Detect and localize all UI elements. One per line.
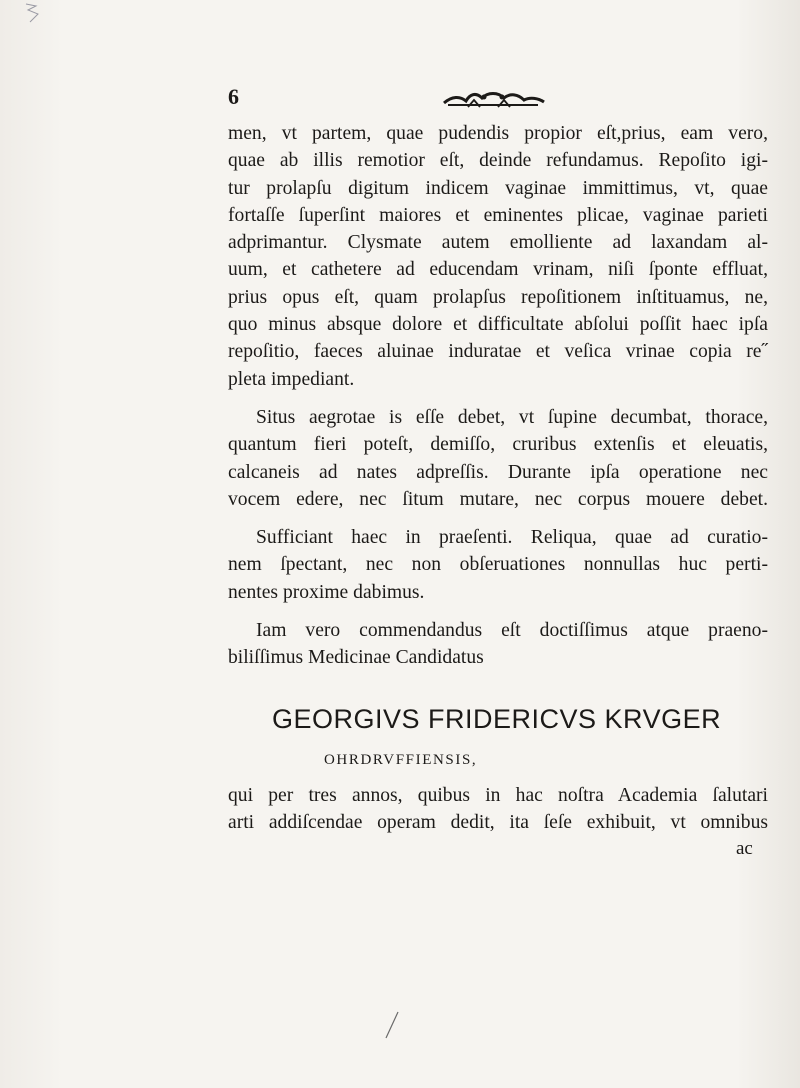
text-line: nentes proxime dabimus. [228,581,425,603]
paragraph-sufficiant [228,524,768,606]
text-line: Iam vero commendandus eſt doctiſſimus atque praeno- [256,620,768,642]
text-line: uum, et cathetere ad educendam vrinam, niſi ſponte effluat, [228,259,768,281]
text-line: quo minus absque dolore et difficultate abſolui poſſit haec ipſa [228,314,768,336]
printer-ornament-icon [438,88,548,110]
corner-scratch-mark [20,0,50,40]
text-line: vocem edere, nec ſitum mutare, nec corpus mouere debet. [228,488,768,510]
candidate-origin: OHRDRVFFIENSIS, [324,752,478,768]
pencil-stroke-mark [382,1010,402,1040]
text-line: fortaſſe ſuperſint maiores et eminentes plicae, vaginae parieti [228,204,768,226]
paragraph-procedure [228,120,768,393]
main-text [228,120,768,672]
page-number: 6 [228,84,239,109]
text-line: biliſſimus Medicinae Candidatus [228,647,484,669]
text-line: calcaneis ad nates adpreſſis. Durante ipſa operatione nec [228,461,768,483]
text-line: arti addiſcendae operam dedit, ita ſeſe exhibuit, vt omnibus [228,812,768,834]
text-line: Sufficiant haec in praeſenti. Reliqua, quae ad curatio- [256,527,768,549]
text-line: quae ab illis remotior eſt, deinde refundamus. Repoſito igi- [228,150,768,172]
text-line: pleta impediant. [228,368,355,390]
text-line: adprimantur. Clysmate autem emolliente ad laxandam al- [228,232,768,254]
paragraph-position [228,404,768,513]
text-line: men, vt partem, quae pudendis propior eſt,prius, eam vero, [228,123,768,144]
text-line: Situs aegrotae is eſſe debet, vt ſupine decumbat, thorace, [256,406,768,428]
closing-text [228,782,768,837]
paragraph-commendation [228,617,768,672]
text-line: tur prolapſu digitum indicem vaginae immittimus, vt, quae [228,177,768,199]
candidate-name: GEORGIVS FRIDERICVS KRVGER [272,704,722,734]
text-line: qui per tres annos, quibus in hac noſtra Academia ſalutari [228,785,768,806]
text-line: nem ſpectant, nec non obſeruationes nonnullas huc perti- [228,554,768,576]
catchword: ac [736,838,753,859]
text-line: prius opus eſt, quam prolapſus repoſitionem inſtituamus, ne, [228,286,768,308]
text-line: quantum fieri poteſt, demiſſo, cruribus extenſis et eleuatis, [228,434,768,456]
page-header [228,84,588,116]
text-line: repoſitio, faeces aluinae induratae et veſica vrinae copia re˝ [228,341,768,363]
